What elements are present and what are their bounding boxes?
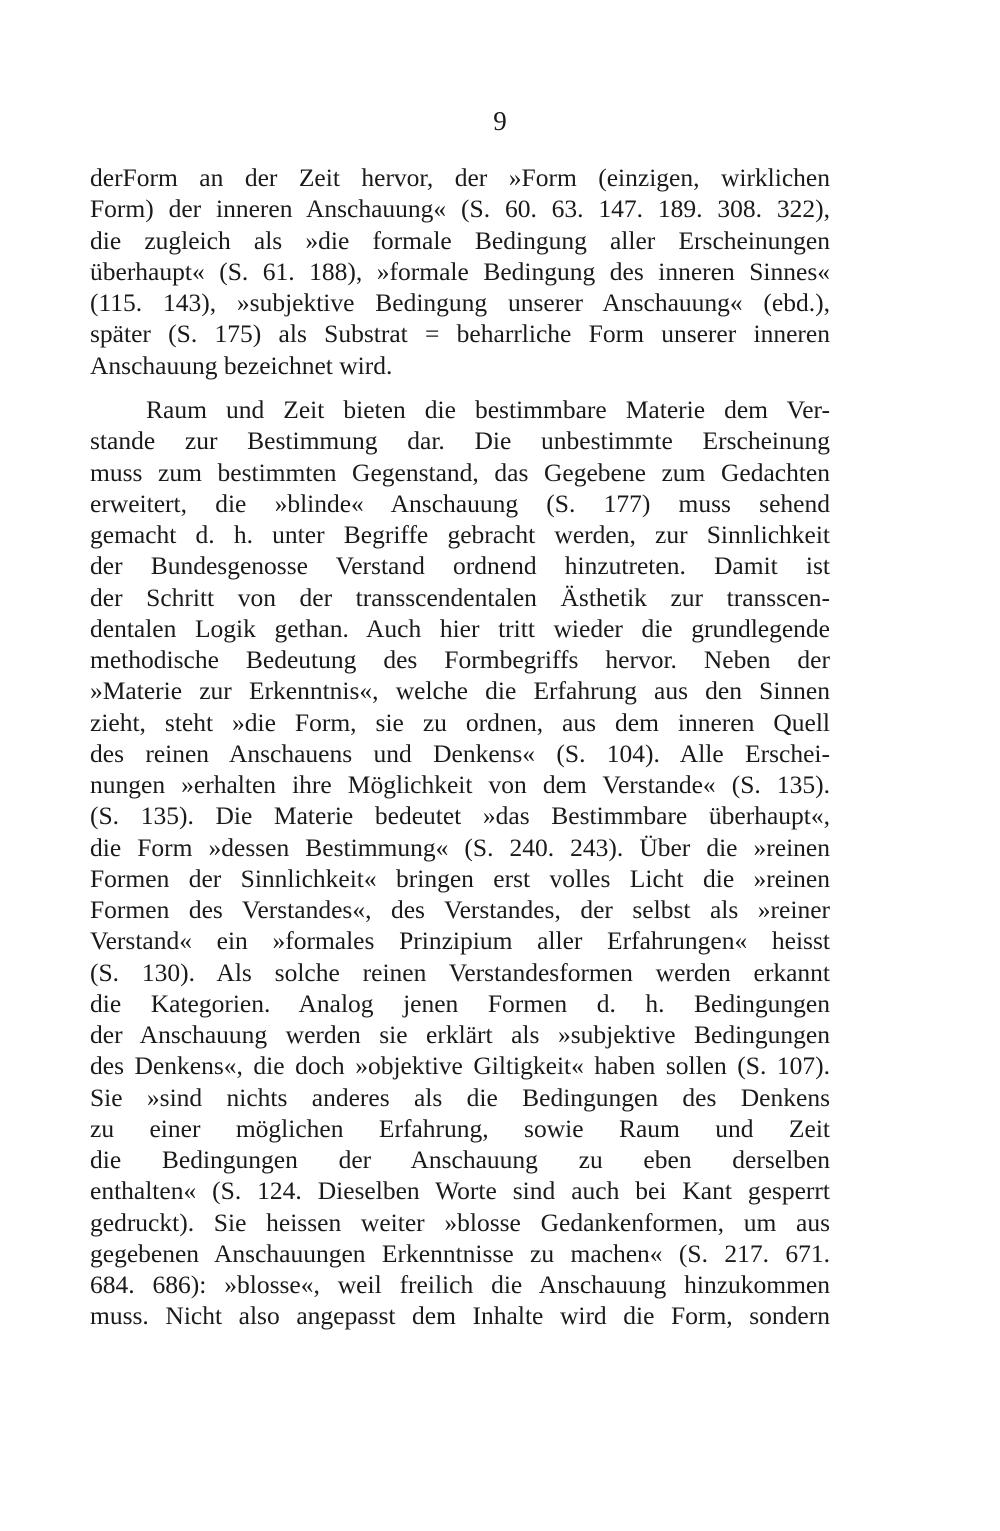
text-line: (S. 135). Die Materie bedeutet »das Bestimmbare überhaupt«, [90,801,830,831]
text-line: Anschauung bezeichnet wird. [90,350,393,380]
text-line: nungen »erhalten ihre Möglichkeit von dem Verstande« (S. 135). [90,770,830,799]
text-line: erweitert, die »blinde« Anschauung (S. 177) muss sehend [90,488,830,518]
text-line: methodische Bedeutung des Formbegriffs hervor. Neben der [90,645,830,674]
page-number: 9 [493,106,507,136]
text-line: der Schritt von der transscendentalen Ästhetik zur transscen- [90,582,830,612]
text-line: gemacht d. h. unter Begriffe gebracht werden, zur Sinnlichkeit [90,520,830,549]
text-line: die Form »dessen Bestimmung« (S. 240. 243). Über die »reinen [90,832,830,862]
text-line: »Materie zur Erkenntnis«, welche die Erfahrung aus den Sinnen [90,676,830,706]
text-line: des reinen Anschauens und Denkens« (S. 104). Alle Erschei- [90,738,830,768]
text-line: Form) der inneren Anschauung« (S. 60. 63. 147. 189. 308. 322), [90,194,830,224]
text-line: stande zur Bestimmung dar. Die unbestimmte Erscheinung [90,426,830,456]
text-line: Verstand« ein »formales Prinzipium aller Erfahrungen« heisst [90,926,830,956]
text-line: überhaupt« (S. 61. 188), »formale Bedingung des inneren Sinnes« [90,256,830,286]
text-line: (S. 130). Als solche reinen Verstandesformen werden erkannt [90,957,830,987]
text-line: später (S. 175) als Substrat = beharrliche Form unserer inneren [90,319,830,349]
text-line: 684. 686): »blosse«, weil freilich die Anschauung hinzukommen [90,1270,830,1299]
text-line: enthalten« (S. 124. Dieselben Worte sind auch bei Kant gesperrt [90,1176,830,1206]
text-line: Formen der Sinnlichkeit« bringen erst volles Licht die »reinen [90,863,830,893]
text-line: dentalen Logik gethan. Auch hier tritt wieder die grundlegende [90,613,830,643]
text-line: zu einer möglichen Erfahrung, sowie Raum und Zeit [90,1113,830,1143]
text-line: der Anschauung werden sie erklärt als »subjektive Bedingungen [90,1020,830,1049]
text-line: (115. 143), »subjektive Bedingung unserer Anschauung« (ebd.), [90,288,830,317]
text-line: gedruckt). Sie heissen weiter »blosse Gedankenformen, um aus [90,1207,830,1237]
text-line: die zugleich als »die formale Bedingung aller Erscheinungen [90,225,830,255]
text-line: Formen des Verstandes«, des Verstandes, der selbst als »reiner [90,895,830,924]
text-line: muss zum bestimmten Gegenstand, das Gegebene zum Gedachten [90,457,830,487]
text-line: die Bedingungen der Anschauung zu eben derselben [90,1145,830,1174]
text-line: Sie »sind nichts anderes als die Bedingungen des Denkens [90,1082,830,1112]
text-line: muss. Nicht also angepasst dem Inhalte wird die Form, sondern [90,1301,830,1331]
text-line: derForm an der Zeit hervor, der »Form (einzigen, wirklichen [90,163,830,192]
text-line: zieht, steht »die Form, sie zu ordnen, aus dem inneren Quell [90,707,830,737]
paragraph-1 [90,162,830,381]
text-line: gegebenen Anschauungen Erkenntnisse zu machen« (S. 217. 671. [90,1238,830,1268]
paragraph-2 [90,394,830,1332]
text-line: die Kategorien. Analog jenen Formen d. h. Bedingungen [90,988,830,1018]
text-line: der Bundesgenosse Verstand ordnend hinzutreten. Damit ist [90,551,830,581]
text-line: des Denkens«, die doch »objektive Giltigkeit« haben sollen (S. 107). [90,1051,830,1081]
text-line: Raum und Zeit bieten die bestimmbare Materie dem Ver- [146,395,830,424]
